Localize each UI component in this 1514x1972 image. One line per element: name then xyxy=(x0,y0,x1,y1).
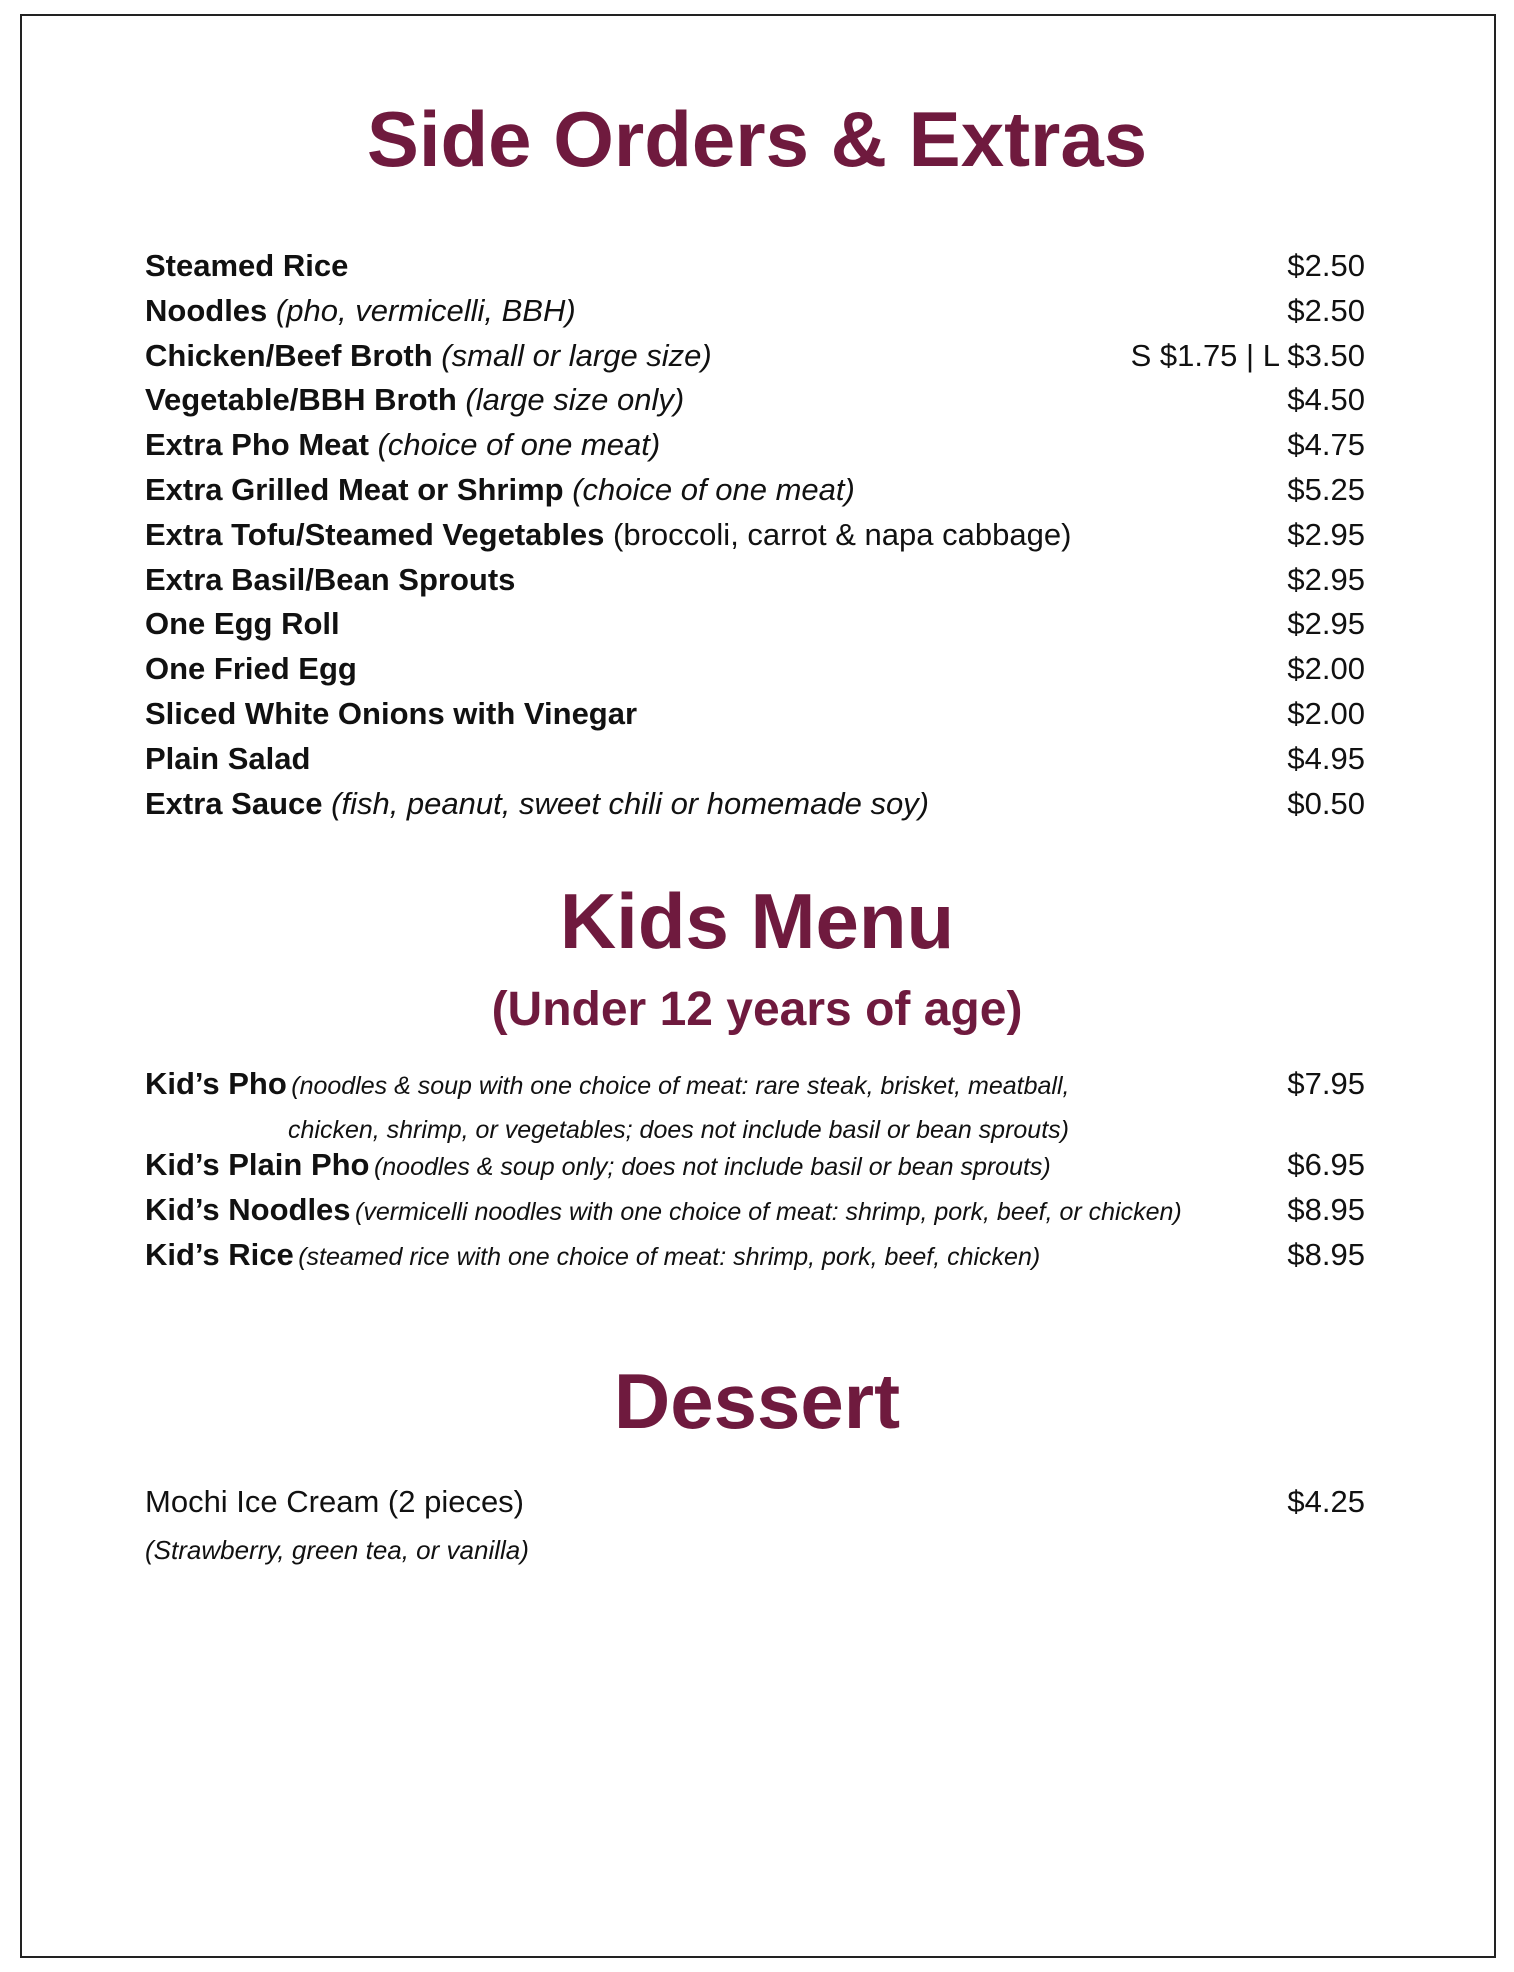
item-note: (small or large size) xyxy=(441,337,712,373)
item-price: $2.95 xyxy=(1287,516,1365,552)
item-price: $2.95 xyxy=(1287,606,1365,642)
side-orders-list xyxy=(145,244,1365,826)
item-name: One Egg Roll xyxy=(145,606,340,642)
menu-item xyxy=(145,423,1365,468)
item-name: Kid’s Pho xyxy=(145,1066,287,1101)
item-price: $6.95 xyxy=(1287,1147,1365,1182)
item-name: Extra Basil/Bean Sprouts xyxy=(145,561,516,597)
menu-item xyxy=(145,558,1365,603)
item-price: $4.75 xyxy=(1287,427,1365,463)
item-price: $0.50 xyxy=(1287,785,1365,821)
item-name: Sliced White Onions with Vinegar xyxy=(145,695,638,731)
menu-item xyxy=(145,334,1365,379)
kids-menu-title: Kids Menu xyxy=(559,877,955,965)
menu-item xyxy=(145,602,1365,647)
menu-item xyxy=(145,1232,1365,1277)
item-price: $8.95 xyxy=(1287,1192,1365,1227)
menu-item xyxy=(145,513,1365,558)
item-name: Plain Salad xyxy=(145,740,311,776)
item-note: (steamed rice with one choice of meat: shrimp, pork, beef, chicken) xyxy=(298,1243,1041,1271)
item-note: (large size only) xyxy=(465,382,685,418)
menu-item xyxy=(145,737,1365,782)
item-name: Mochi Ice Cream (2 pieces) xyxy=(145,1484,525,1519)
item-price: $2.00 xyxy=(1287,651,1365,687)
item-price: $2.95 xyxy=(1287,561,1365,597)
item-note: (broccoli, carrot & napa cabbage) xyxy=(613,516,1072,552)
item-note: (noodles & soup with one choice of meat: rare steak, brisket, meatball, xyxy=(291,1072,1070,1100)
item-name: Noodles xyxy=(145,292,268,328)
menu-item xyxy=(145,244,1365,289)
item-price: $2.50 xyxy=(1287,292,1365,328)
item-name: One Fried Egg xyxy=(145,651,357,687)
menu-item xyxy=(145,378,1365,423)
item-price: $5.25 xyxy=(1287,471,1365,507)
item-name: Kid’s Plain Pho xyxy=(145,1147,370,1182)
item-note: (fish, peanut, sweet chili or homemade soy) xyxy=(331,785,930,821)
item-price: $4.50 xyxy=(1287,382,1365,418)
menu-item xyxy=(145,782,1365,827)
dessert-title: Dessert xyxy=(613,1357,901,1445)
item-note: (pho, vermicelli, BBH) xyxy=(275,292,576,328)
menu-item xyxy=(145,1187,1365,1232)
item-name: Extra Tofu/Steamed Vegetables xyxy=(145,516,605,552)
item-note: (choice of one meat) xyxy=(377,427,661,463)
menu-item xyxy=(145,468,1365,513)
dessert-list xyxy=(145,1480,1365,1570)
item-name: Extra Sauce xyxy=(145,785,323,821)
item-note: (noodles & soup only; does not include basil or bean sprouts) xyxy=(373,1153,1051,1181)
menu-item xyxy=(145,1062,1365,1142)
item-name: Extra Pho Meat xyxy=(145,427,369,463)
item-price: $4.95 xyxy=(1287,740,1365,776)
item-note: (Strawberry, green tea, or vanilla) xyxy=(145,1535,529,1565)
menu-item xyxy=(145,1142,1365,1187)
item-note: (choice of one meat) xyxy=(572,471,855,507)
item-name: Vegetable/BBH Broth xyxy=(145,382,457,418)
kids-menu-list xyxy=(145,1062,1365,1277)
side-orders-title: Side Orders & Extras xyxy=(366,95,1148,183)
item-note: (vermicelli noodles with one choice of meat: shrimp, pork, beef, or chicken) xyxy=(355,1198,1182,1226)
menu-item xyxy=(145,1480,1365,1570)
item-price: $2.00 xyxy=(1287,695,1365,731)
menu-item xyxy=(145,692,1365,737)
item-name: Kid’s Rice xyxy=(145,1237,294,1272)
item-name: Chicken/Beef Broth xyxy=(145,337,433,373)
item-name: Kid’s Noodles xyxy=(145,1192,351,1227)
menu-item xyxy=(145,647,1365,692)
item-name: Steamed Rice xyxy=(145,248,349,283)
item-note-continued: chicken, shrimp, or vegetables; does not include basil or bean sprouts) xyxy=(288,1116,1069,1144)
kids-menu-subtitle: (Under 12 years of age) xyxy=(491,983,1023,1036)
item-price: $4.25 xyxy=(1287,1484,1365,1519)
item-price: $7.95 xyxy=(1287,1066,1365,1101)
item-name: Extra Grilled Meat or Shrimp xyxy=(145,471,564,507)
item-price: $8.95 xyxy=(1287,1237,1365,1272)
item-price: S $1.75 | L $3.50 xyxy=(1130,337,1365,373)
menu-item xyxy=(145,289,1365,334)
item-price: $2.50 xyxy=(1287,248,1365,283)
